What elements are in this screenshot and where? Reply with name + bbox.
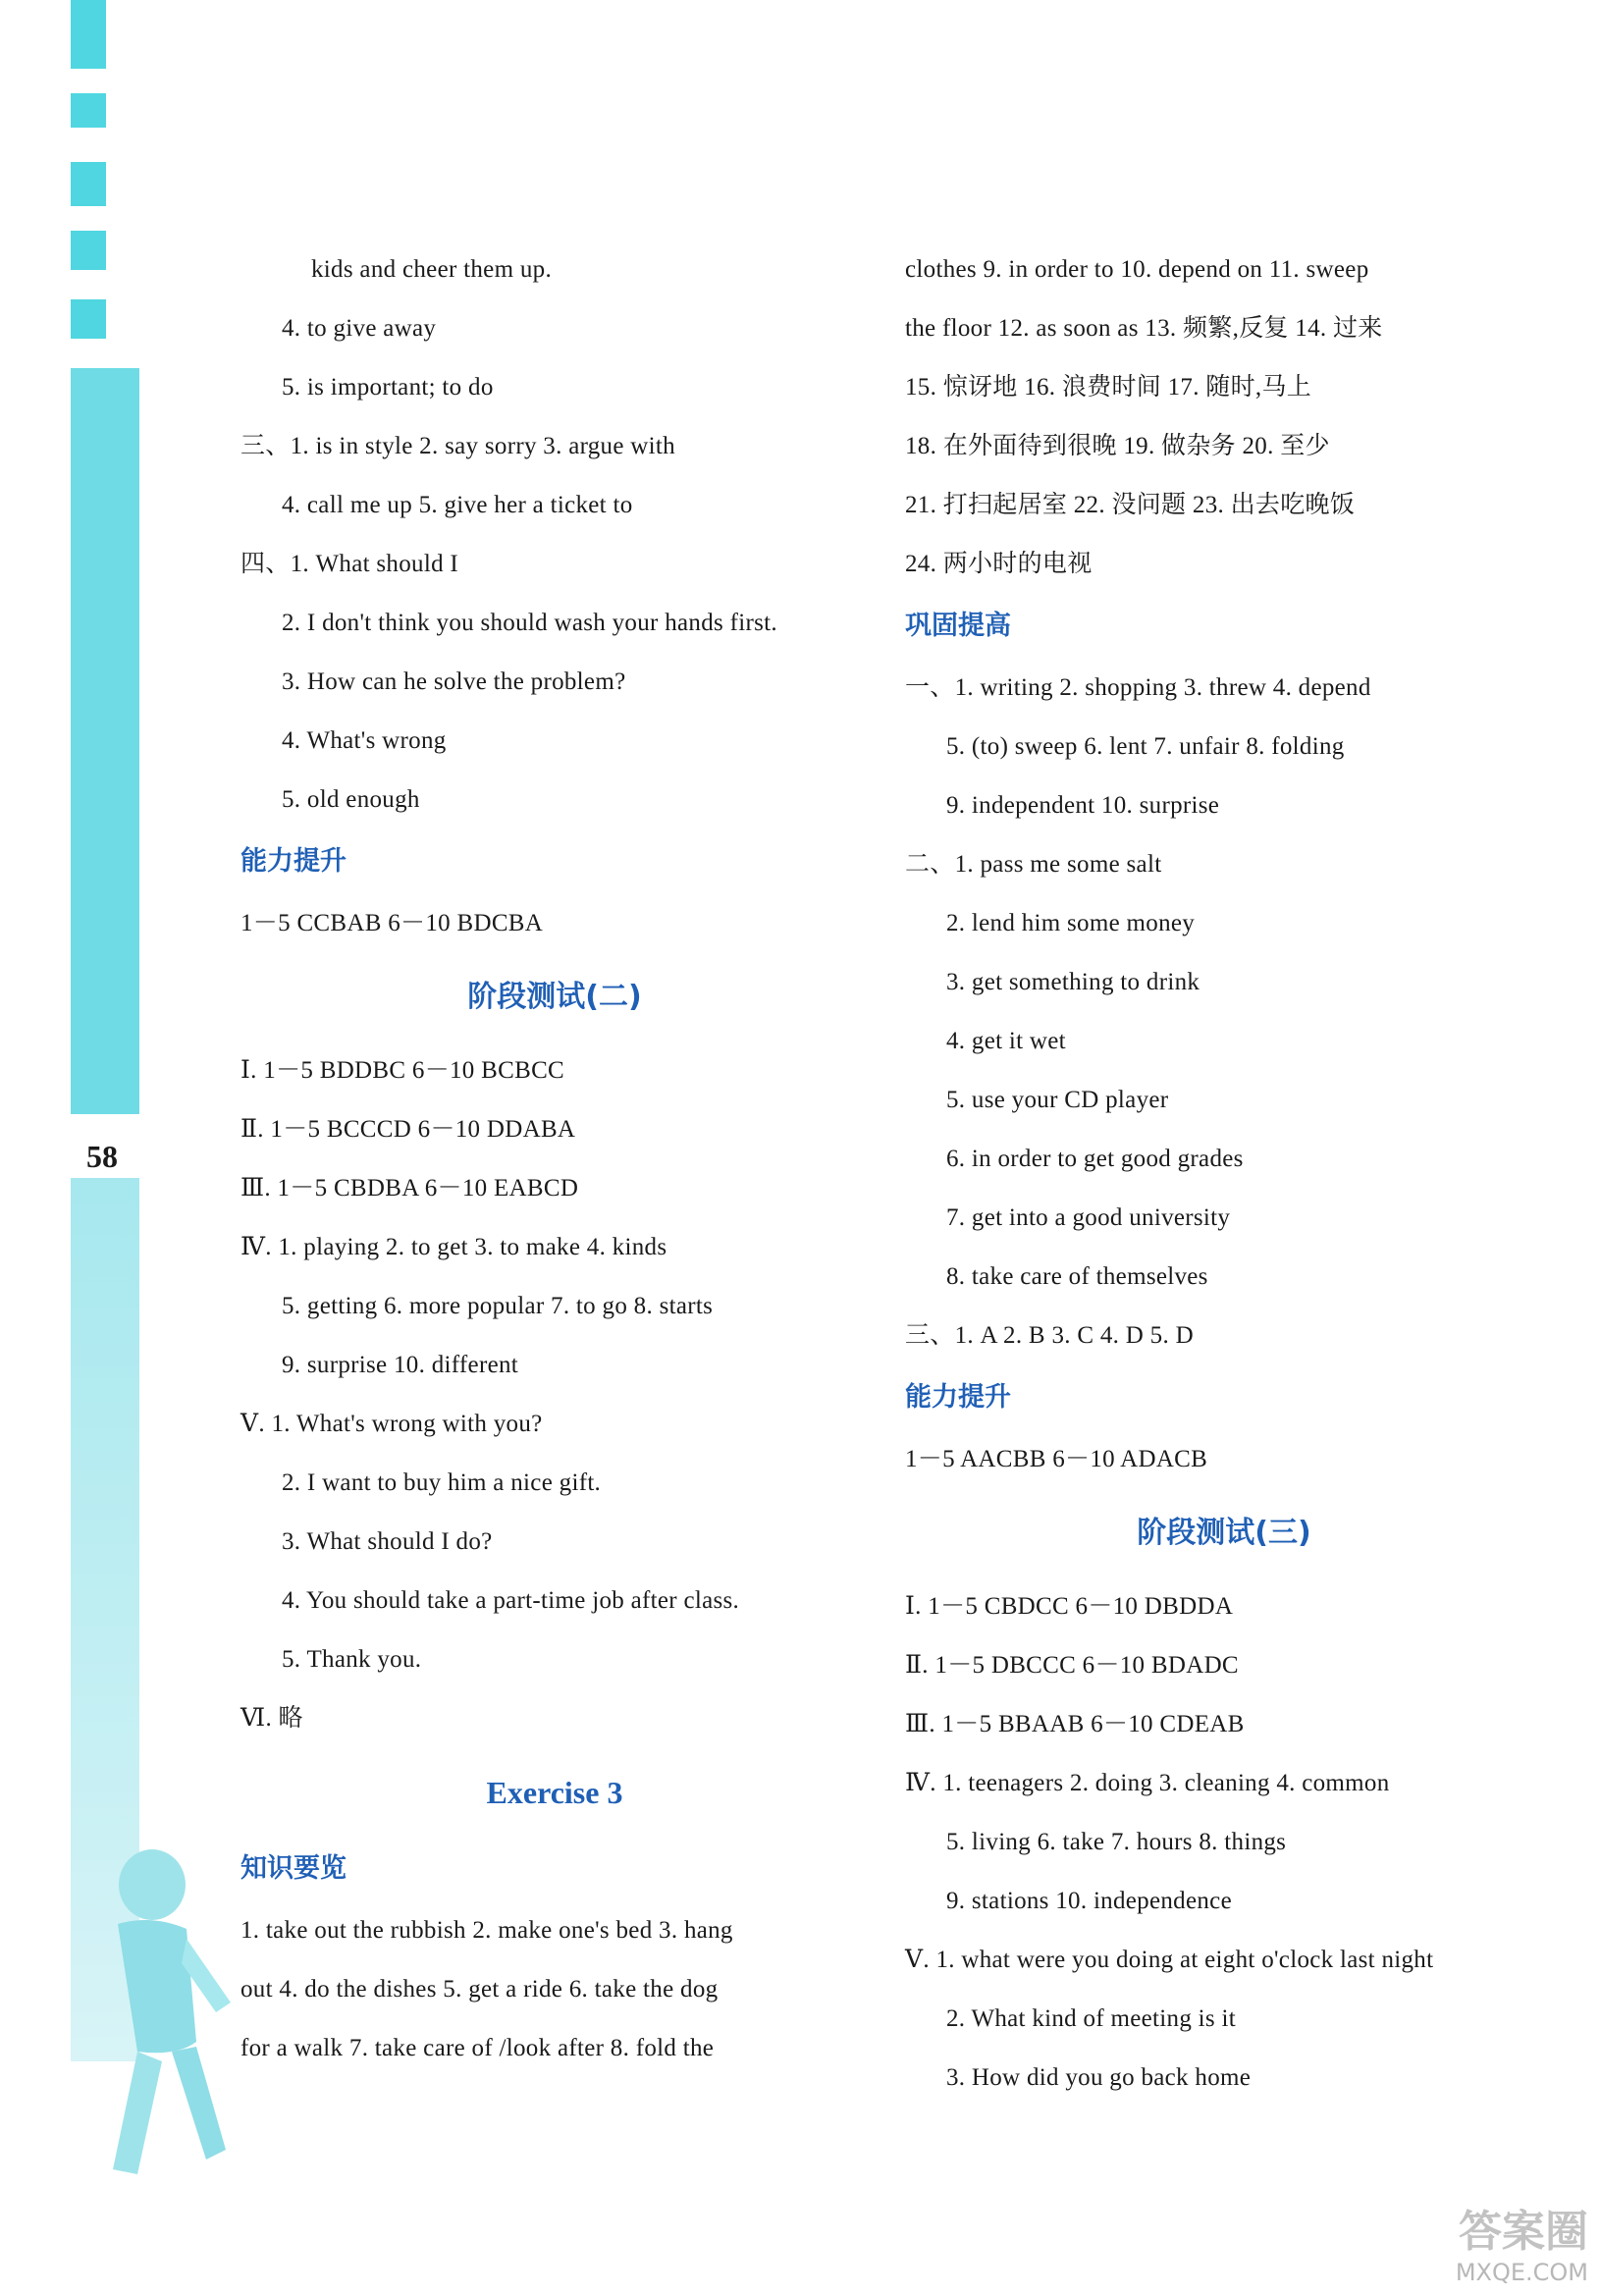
watermark-logo: 答案圈 [1459, 2207, 1588, 2257]
margin-strip-segment [71, 162, 106, 206]
answer-line: Ⅵ. 略 [240, 1705, 303, 1732]
answer-line: kids and cheer them up. [311, 256, 553, 283]
answer-line: 2. lend him some money [946, 910, 1196, 936]
answer-line: out 4. do the dishes 5. get a ride 6. take the dog [240, 1976, 719, 2002]
answer-line: 4. You should take a part-time job after class. [282, 1587, 740, 1614]
section-heading: 巩固提高 [905, 611, 1011, 641]
answer-line: 4. What's wrong [282, 727, 447, 754]
answer-line: 24. 两小时的电视 [905, 551, 1093, 577]
answer-line: 5. old enough [282, 786, 420, 813]
answer-line: Ⅴ. 1. What's wrong with you? [240, 1411, 543, 1437]
answer-line: 四、1. What should I [240, 551, 459, 577]
margin-strip-segment [71, 93, 106, 128]
answer-line: 1. take out the rubbish 2. make one's bed 3. hang [240, 1917, 733, 1944]
answer-line: 9. stations 10. independence [946, 1888, 1232, 1914]
answer-line: 5. use your CD player [946, 1087, 1169, 1113]
answer-line: 2. I want to buy him a nice gift. [282, 1469, 602, 1496]
exercise-title: Exercise 3 [486, 1775, 623, 1810]
section-heading: 能力提升 [905, 1382, 1011, 1413]
answer-line: 1－5 AACBB 6－10 ADACB [905, 1446, 1208, 1472]
answer-line: 7. get into a good university [946, 1204, 1231, 1231]
answer-line: Ⅲ. 1－5 BBAAB 6－10 CDEAB [905, 1711, 1245, 1737]
test-title: 阶段测试(三) [1137, 1516, 1311, 1550]
answer-line: 3. get something to drink [946, 969, 1200, 995]
answer-line: 3. What should I do? [282, 1528, 493, 1555]
answer-line: 4. call me up 5. give her a ticket to [282, 492, 633, 518]
margin-strip-segment [71, 231, 106, 270]
answer-line: 8. take care of themselves [946, 1263, 1208, 1290]
answer-line: Ⅲ. 1－5 CBDBA 6－10 EABCD [240, 1175, 579, 1201]
page-number: 58 [86, 1139, 118, 1174]
answer-line: for a walk 7. take care of /look after 8. fold the [240, 2035, 715, 2061]
answer-line: the floor 12. as soon as 13. 频繁,反复 14. 过来 [905, 315, 1383, 342]
answer-line: 15. 惊讶地 16. 浪费时间 17. 随时,马上 [905, 374, 1312, 400]
answer-line: 5. Thank you. [282, 1646, 422, 1673]
answer-line: 三、1. is in style 2. say sorry 3. argue with [240, 433, 675, 459]
answer-line: Ⅰ. 1－5 BDDBC 6－10 BCBCC [240, 1057, 565, 1084]
running-figure-illustration [59, 1845, 236, 2199]
answer-line: 5. living 6. take 7. hours 8. things [946, 1829, 1287, 1855]
margin-strip [71, 368, 139, 1114]
answer-line: clothes 9. in order to 10. depend on 11. sweep [905, 256, 1369, 283]
answer-line: 18. 在外面待到很晚 19. 做杂务 20. 至少 [905, 433, 1330, 459]
answer-line: 一、1. writing 2. shopping 3. threw 4. depend [905, 674, 1371, 701]
watermark-url: MXQE.COM [1455, 2259, 1588, 2286]
answer-line: 4. to give away [282, 315, 437, 342]
answer-line: 5. is important; to do [282, 374, 494, 400]
answer-line: 9. surprise 10. different [282, 1352, 519, 1378]
answer-line: 5. (to) sweep 6. lent 7. unfair 8. folding [946, 733, 1345, 760]
answer-line: 3. How did you go back home [946, 2064, 1252, 2091]
test-title: 阶段测试(二) [467, 980, 642, 1014]
answer-line: Ⅳ. 1. playing 2. to get 3. to make 4. kinds [240, 1234, 667, 1260]
left-answer-column [240, 240, 869, 2078]
margin-strip-segment [71, 0, 106, 69]
answer-line: 3. How can he solve the problem? [282, 668, 626, 695]
answer-line: 9. independent 10. surprise [946, 792, 1220, 819]
answer-line: 三、1. A 2. B 3. C 4. D 5. D [905, 1322, 1194, 1349]
answer-line: 4. get it wet [946, 1028, 1066, 1054]
answer-line: Ⅱ. 1－5 DBCCC 6－10 BDADC [905, 1652, 1239, 1679]
answer-line: 6. in order to get good grades [946, 1146, 1244, 1172]
answer-line: 2. What kind of meeting is it [946, 2005, 1237, 2032]
answer-line: Ⅱ. 1－5 BCCCD 6－10 DDABA [240, 1116, 576, 1143]
answer-line: Ⅳ. 1. teenagers 2. doing 3. cleaning 4. common [905, 1770, 1390, 1796]
section-heading: 知识要览 [240, 1853, 347, 1884]
answer-line: 5. getting 6. more popular 7. to go 8. starts [282, 1293, 714, 1319]
answer-line: Ⅰ. 1－5 CBDCC 6－10 DBDDA [905, 1593, 1234, 1620]
margin-strip-segment [71, 299, 106, 339]
answer-line: 2. I don't think you should wash your hands first. [282, 610, 777, 636]
watermark [1456, 2196, 1588, 2286]
answer-line: 1－5 CCBAB 6－10 BDCBA [240, 910, 544, 936]
section-heading: 能力提升 [240, 846, 347, 877]
answer-line: Ⅴ. 1. what were you doing at eight o'clock last night [905, 1947, 1434, 1973]
answer-line: 21. 打扫起居室 22. 没问题 23. 出去吃晚饭 [905, 492, 1356, 518]
right-answer-column [905, 240, 1543, 2108]
answer-line: 二、1. pass me some salt [905, 851, 1162, 878]
